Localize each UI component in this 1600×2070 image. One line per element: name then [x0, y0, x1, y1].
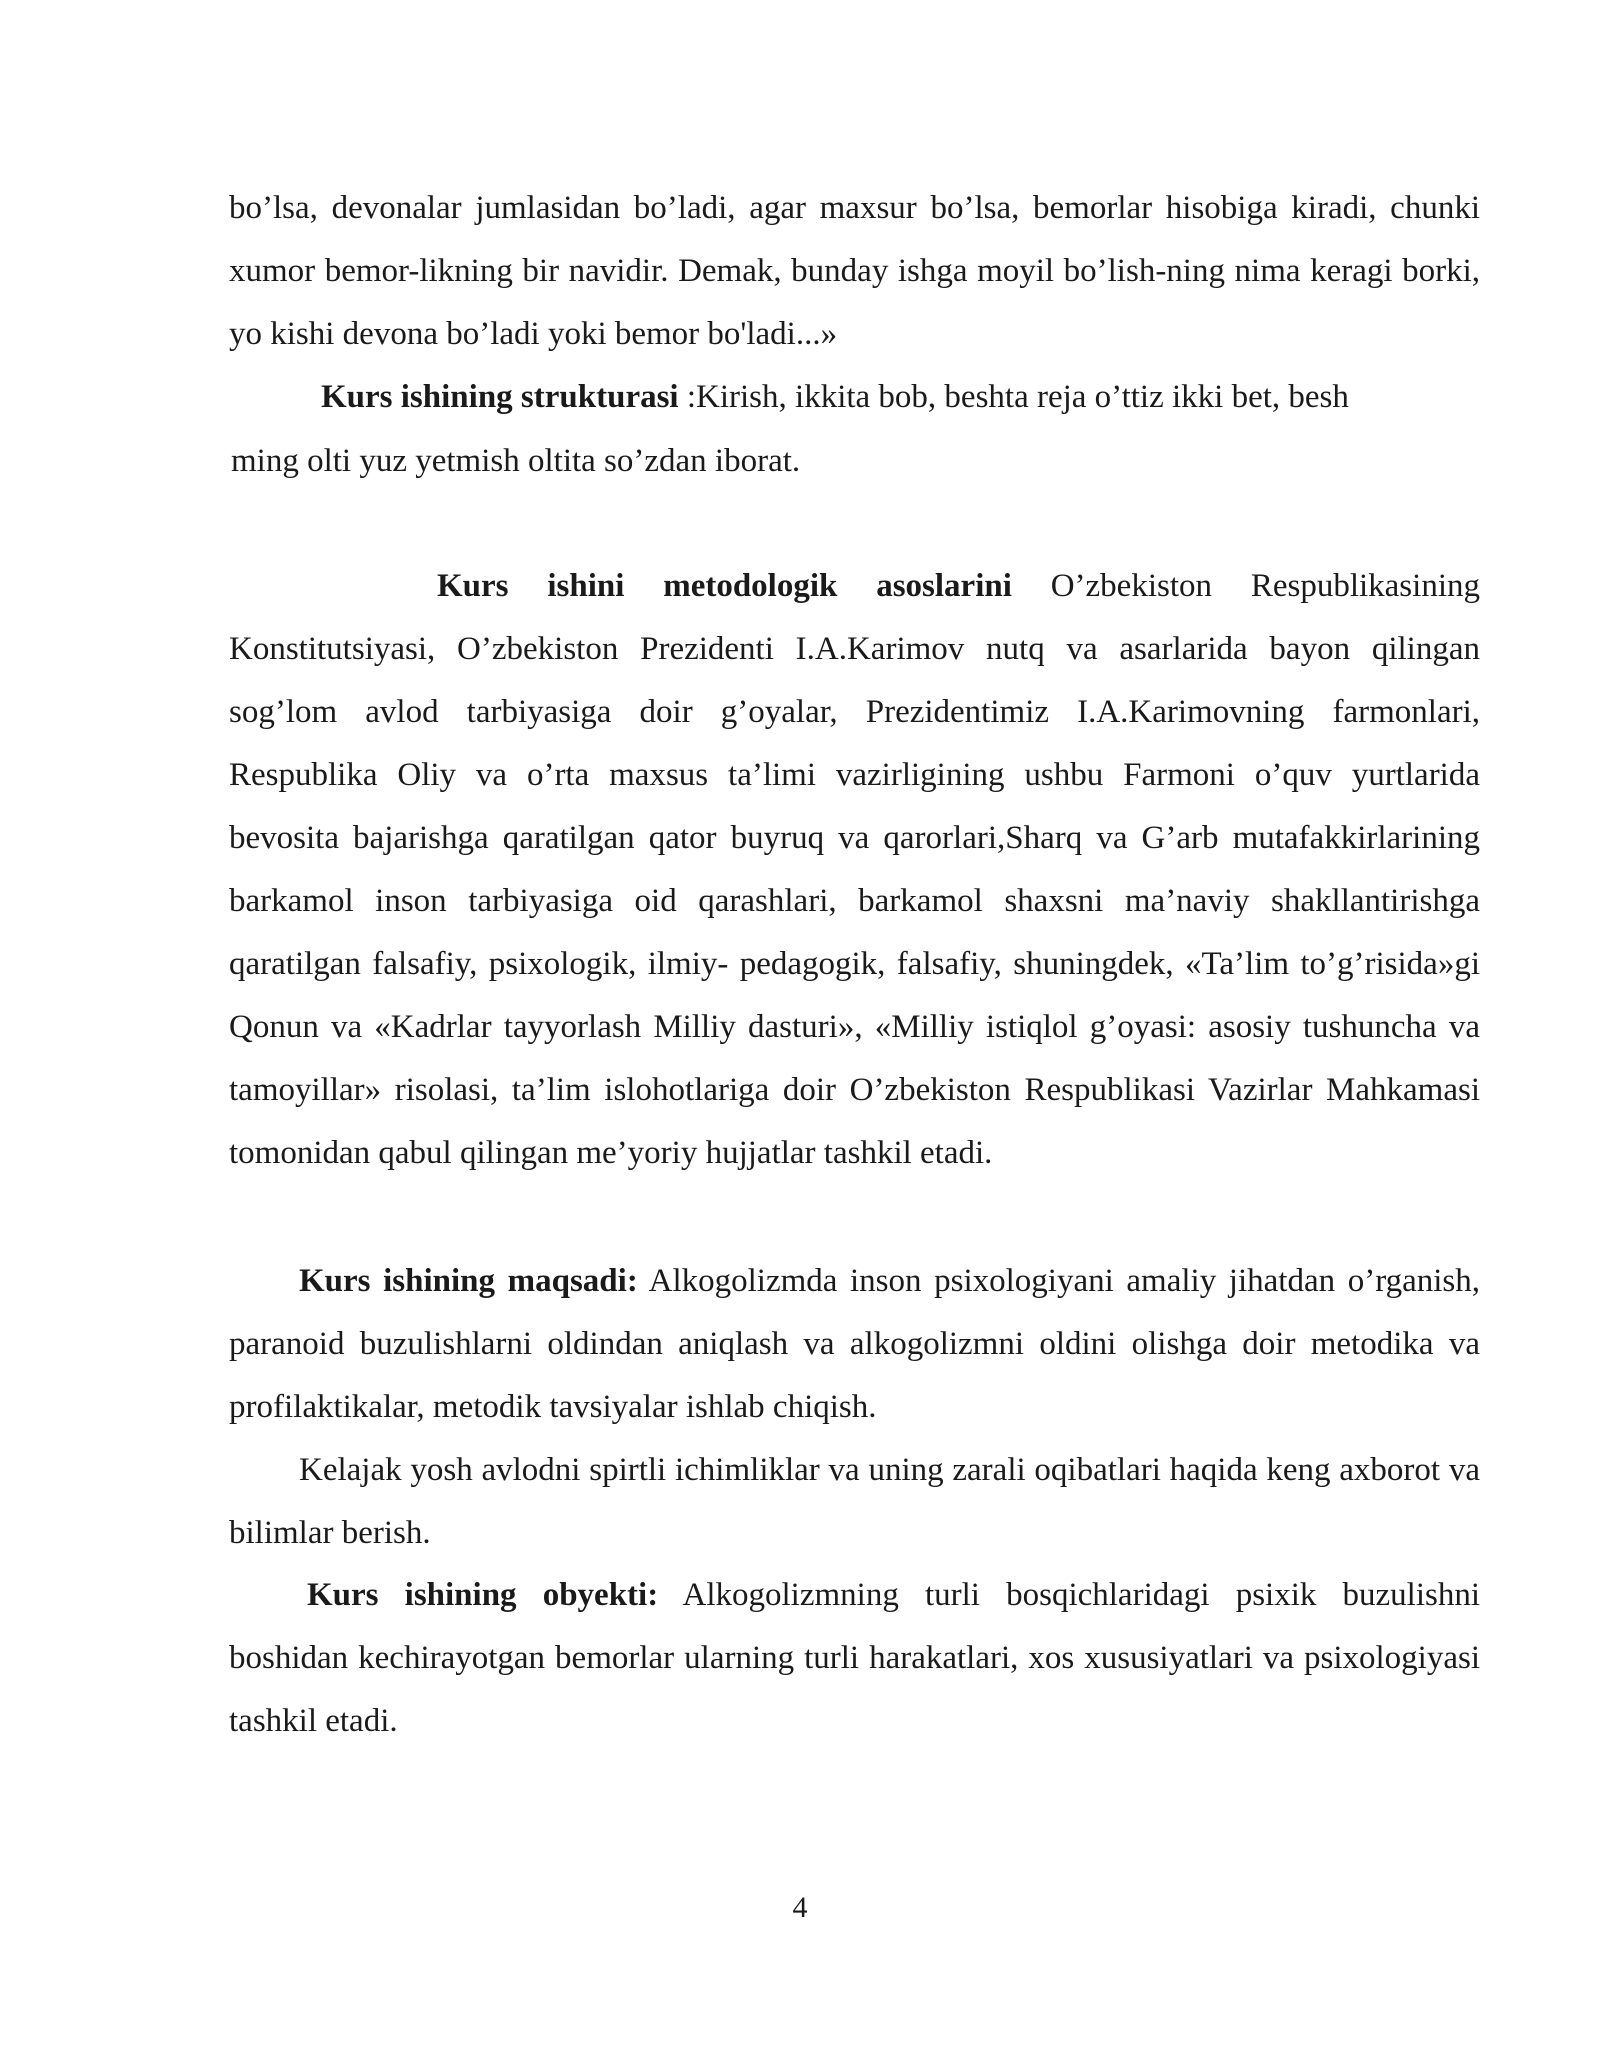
page-number: 4	[792, 1891, 808, 1924]
structure-continuation: ming olti yuz yetmish oltita so’zdan iborat.	[231, 443, 801, 479]
object-paragraph	[229, 1564, 1480, 1753]
structure-paragraph	[229, 366, 1480, 429]
goal-text: Alkogolizmda inson psixologiyani amaliy jihatdan o’rganish, paranoid buzulishlarni oldindan aniqlash va alkogolizmni oldini olishga doir metodika va profilaktikalar, metodik tavsiyalar ishlab chiqish.	[229, 1263, 1480, 1425]
methodology-text: O’zbekiston Respublikasining Konstitutsiyasi, O’zbekiston Prezidenti I.A.Karimov nutq va asarlarida bayon qilingan sog’lom avlod tarbiyasiga doir g’oyalar, Prezidentimiz I.A.Karimovning farmonlari, Respublika Oliy va o’rta maxsus ta’limi vazirligining ushbu Farmoni o’quv yurtlarida bevosita bajarishga qaratilgan qator buyruq va qarorlari,Sharq va G’arb mutafakkirlarining barkamol inson tarbiyasiga oid qarashlari, barkamol shaxsni ma’naviy shakllantirishga qaratilgan falsafiy, psixologik, ilmiy- pedagogik, falsafiy, shuningdek, «Ta’lim to’g’risida»gi Qonun va «Kadrlar tayyorlash Milliy dasturi», «Milliy istiqlol g’oyasi: asosiy tushuncha va tamoyillar» risolasi, ta’lim islohotlariga doir O’zbekiston Respublikasi Vazirlar Mahkamasi tomonidan qabul qilingan me’yoriy hujjatlar tashkil etadi.	[229, 568, 1480, 1171]
object-text: Alkogolizmning turli bosqichlaridagi psixik buzulishni boshidan kechirayotgan bemorlar ularning turli harakatlari, xos xususiyatlari va psixologiyasi tashkil etadi.	[229, 1577, 1480, 1739]
structure-heading: Kurs ishining strukturasi	[321, 379, 679, 415]
goal-paragraph	[229, 1250, 1480, 1439]
future-paragraph: Kelajak yosh avlodni spirtli ichimliklar va uning zarali oqibatlari haqida keng axborot va bilimlar berish.	[229, 1452, 1480, 1551]
methodology-heading: Kurs ishini metodologik asoslarini	[437, 568, 1012, 604]
methodology-paragraph	[229, 555, 1480, 1185]
intro-paragraph: bo’lsa, devonalar jumlasidan bo’ladi, agar maxsur bo’lsa, bemorlar hisobiga kiradi, chunki xumor bemor-likning bir navidir. Demak, bunday ishga moyil bo’lish-ning nima keragi borki, yo kishi devona bo’ladi yoki bemor bo'ladi...»	[229, 190, 1480, 352]
object-heading: Kurs ishining obyekti:	[307, 1577, 659, 1613]
goal-heading: Kurs ishining maqsadi:	[299, 1263, 638, 1299]
structure-text: :Kirish, ikkita bob, beshta reja o’ttiz ikki bet, besh	[678, 379, 1349, 415]
